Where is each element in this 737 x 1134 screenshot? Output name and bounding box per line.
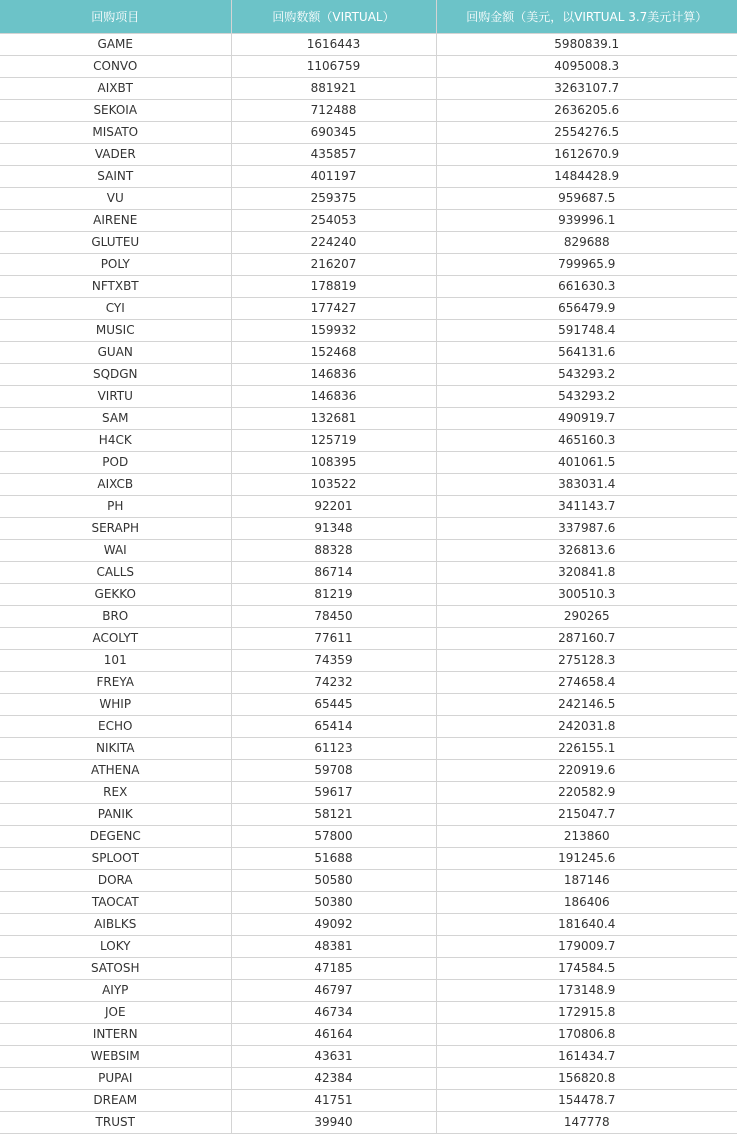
table-body (0, 34, 737, 1134)
cell-amount-virtual: 78450 (231, 606, 436, 628)
cell-amount-virtual: 50580 (231, 870, 436, 892)
cell-project: ATHENA (0, 760, 231, 782)
cell-project: ACOLYT (0, 628, 231, 650)
table-row (0, 540, 737, 562)
cell-amount-virtual: 65414 (231, 716, 436, 738)
cell-amount-usd: 564131.6 (436, 342, 737, 364)
cell-amount-usd: 179009.7 (436, 936, 737, 958)
cell-amount-virtual: 146836 (231, 386, 436, 408)
cell-project: CALLS (0, 562, 231, 584)
cell-project: SERAPH (0, 518, 231, 540)
table-row (0, 804, 737, 826)
table-row (0, 188, 737, 210)
cell-amount-virtual: 178819 (231, 276, 436, 298)
cell-project: AIXCB (0, 474, 231, 496)
cell-amount-usd: 465160.3 (436, 430, 737, 452)
table-row (0, 364, 737, 386)
cell-amount-usd: 320841.8 (436, 562, 737, 584)
cell-amount-virtual: 46164 (231, 1024, 436, 1046)
cell-amount-virtual: 690345 (231, 122, 436, 144)
cell-amount-usd: 1484428.9 (436, 166, 737, 188)
cell-amount-virtual: 47185 (231, 958, 436, 980)
cell-project: BRO (0, 606, 231, 628)
cell-amount-usd: 161434.7 (436, 1046, 737, 1068)
table-row (0, 342, 737, 364)
table-row (0, 100, 737, 122)
table-row (0, 1024, 737, 1046)
cell-amount-usd: 656479.9 (436, 298, 737, 320)
cell-amount-virtual: 712488 (231, 100, 436, 122)
cell-amount-virtual: 59617 (231, 782, 436, 804)
table-row (0, 408, 737, 430)
cell-project: VU (0, 188, 231, 210)
table-row (0, 166, 737, 188)
cell-project: GUAN (0, 342, 231, 364)
table-row (0, 496, 737, 518)
cell-amount-virtual: 108395 (231, 452, 436, 474)
cell-amount-virtual: 46734 (231, 1002, 436, 1024)
table-row (0, 1068, 737, 1090)
cell-amount-virtual: 132681 (231, 408, 436, 430)
cell-project: REX (0, 782, 231, 804)
table-row (0, 606, 737, 628)
cell-project: NFTXBT (0, 276, 231, 298)
cell-project: PH (0, 496, 231, 518)
cell-project: PUPAI (0, 1068, 231, 1090)
cell-amount-virtual: 58121 (231, 804, 436, 826)
cell-project: WHIP (0, 694, 231, 716)
table-row (0, 298, 737, 320)
cell-amount-virtual: 216207 (231, 254, 436, 276)
cell-amount-virtual: 401197 (231, 166, 436, 188)
cell-amount-virtual: 1106759 (231, 56, 436, 78)
cell-amount-virtual: 39940 (231, 1112, 436, 1134)
cell-amount-usd: 242146.5 (436, 694, 737, 716)
cell-project: JOE (0, 1002, 231, 1024)
cell-amount-usd: 326813.6 (436, 540, 737, 562)
cell-amount-virtual: 177427 (231, 298, 436, 320)
cell-amount-usd: 187146 (436, 870, 737, 892)
cell-amount-usd: 1612670.9 (436, 144, 737, 166)
cell-project: TRUST (0, 1112, 231, 1134)
table-row (0, 914, 737, 936)
cell-amount-usd: 341143.7 (436, 496, 737, 518)
table-row (0, 760, 737, 782)
cell-amount-virtual: 159932 (231, 320, 436, 342)
cell-amount-usd: 939996.1 (436, 210, 737, 232)
table-row (0, 672, 737, 694)
cell-project: CYI (0, 298, 231, 320)
cell-amount-virtual: 57800 (231, 826, 436, 848)
header-amount-virtual: 回购数额（VIRTUAL） (231, 0, 436, 34)
table-row (0, 210, 737, 232)
table-row (0, 628, 737, 650)
header-row (0, 0, 737, 34)
table-row (0, 936, 737, 958)
cell-amount-virtual: 77611 (231, 628, 436, 650)
table-header (0, 0, 737, 34)
table-row (0, 1002, 737, 1024)
cell-amount-usd: 490919.7 (436, 408, 737, 430)
cell-amount-usd: 173148.9 (436, 980, 737, 1002)
cell-project: DEGENC (0, 826, 231, 848)
cell-amount-usd: 4095008.3 (436, 56, 737, 78)
cell-amount-usd: 543293.2 (436, 386, 737, 408)
table-row (0, 56, 737, 78)
cell-amount-usd: 191245.6 (436, 848, 737, 870)
table-row (0, 826, 737, 848)
cell-amount-virtual: 50380 (231, 892, 436, 914)
cell-amount-virtual: 74359 (231, 650, 436, 672)
cell-amount-usd: 5980839.1 (436, 34, 737, 56)
cell-amount-usd: 829688 (436, 232, 737, 254)
cell-amount-usd: 661630.3 (436, 276, 737, 298)
cell-project: CONVO (0, 56, 231, 78)
cell-amount-usd: 543293.2 (436, 364, 737, 386)
table-row (0, 474, 737, 496)
table-row (0, 782, 737, 804)
cell-project: PANIK (0, 804, 231, 826)
table-row (0, 122, 737, 144)
cell-amount-virtual: 254053 (231, 210, 436, 232)
cell-project: WAI (0, 540, 231, 562)
cell-amount-usd: 337987.6 (436, 518, 737, 540)
table-row (0, 232, 737, 254)
cell-project: DORA (0, 870, 231, 892)
cell-project: DREAM (0, 1090, 231, 1112)
cell-project: POD (0, 452, 231, 474)
cell-project: LOKY (0, 936, 231, 958)
cell-project: VIRTU (0, 386, 231, 408)
cell-amount-virtual: 259375 (231, 188, 436, 210)
cell-amount-usd: 220919.6 (436, 760, 737, 782)
table-row (0, 276, 737, 298)
cell-amount-virtual: 49092 (231, 914, 436, 936)
cell-project: AIRENE (0, 210, 231, 232)
table-row (0, 716, 737, 738)
cell-amount-virtual: 881921 (231, 78, 436, 100)
cell-amount-usd: 215047.7 (436, 804, 737, 826)
cell-project: NIKITA (0, 738, 231, 760)
cell-amount-usd: 383031.4 (436, 474, 737, 496)
cell-amount-usd: 300510.3 (436, 584, 737, 606)
cell-project: SQDGN (0, 364, 231, 386)
cell-project: SEKOIA (0, 100, 231, 122)
cell-amount-usd: 274658.4 (436, 672, 737, 694)
cell-amount-usd: 242031.8 (436, 716, 737, 738)
cell-amount-usd: 181640.4 (436, 914, 737, 936)
table-row (0, 254, 737, 276)
cell-amount-usd: 2554276.5 (436, 122, 737, 144)
cell-amount-usd: 174584.5 (436, 958, 737, 980)
table-row (0, 386, 737, 408)
cell-project: 101 (0, 650, 231, 672)
cell-amount-usd: 147778 (436, 1112, 737, 1134)
cell-amount-usd: 186406 (436, 892, 737, 914)
cell-project: MISATO (0, 122, 231, 144)
cell-amount-virtual: 65445 (231, 694, 436, 716)
header-project: 回购项目 (0, 0, 231, 34)
cell-amount-usd: 799965.9 (436, 254, 737, 276)
cell-amount-virtual: 41751 (231, 1090, 436, 1112)
table-row (0, 320, 737, 342)
cell-amount-usd: 591748.4 (436, 320, 737, 342)
table-row (0, 848, 737, 870)
table-row (0, 78, 737, 100)
cell-amount-virtual: 92201 (231, 496, 436, 518)
cell-project: AIXBT (0, 78, 231, 100)
cell-project: TAOCAT (0, 892, 231, 914)
cell-amount-virtual: 86714 (231, 562, 436, 584)
table-row (0, 1112, 737, 1134)
table-row (0, 738, 737, 760)
cell-project: POLY (0, 254, 231, 276)
cell-project: ECHO (0, 716, 231, 738)
cell-amount-usd: 287160.7 (436, 628, 737, 650)
table-row (0, 1046, 737, 1068)
cell-project: VADER (0, 144, 231, 166)
cell-amount-usd: 275128.3 (436, 650, 737, 672)
table-row (0, 34, 737, 56)
cell-amount-usd: 401061.5 (436, 452, 737, 474)
cell-amount-virtual: 42384 (231, 1068, 436, 1090)
cell-amount-usd: 213860 (436, 826, 737, 848)
cell-amount-virtual: 59708 (231, 760, 436, 782)
table-row (0, 430, 737, 452)
cell-amount-usd: 226155.1 (436, 738, 737, 760)
cell-amount-virtual: 91348 (231, 518, 436, 540)
cell-amount-usd: 154478.7 (436, 1090, 737, 1112)
cell-project: INTERN (0, 1024, 231, 1046)
cell-amount-virtual: 435857 (231, 144, 436, 166)
cell-project: MUSIC (0, 320, 231, 342)
cell-amount-usd: 2636205.6 (436, 100, 737, 122)
cell-amount-usd: 3263107.7 (436, 78, 737, 100)
cell-amount-virtual: 61123 (231, 738, 436, 760)
header-amount-usd: 回购金额（美元，以VIRTUAL 3.7美元计算） (436, 0, 737, 34)
cell-project: FREYA (0, 672, 231, 694)
table-row (0, 980, 737, 1002)
cell-amount-usd: 290265 (436, 606, 737, 628)
cell-project: SPLOOT (0, 848, 231, 870)
cell-project: AIBLKS (0, 914, 231, 936)
table-row (0, 958, 737, 980)
cell-amount-virtual: 1616443 (231, 34, 436, 56)
cell-amount-usd: 170806.8 (436, 1024, 737, 1046)
cell-project: H4CK (0, 430, 231, 452)
cell-amount-virtual: 103522 (231, 474, 436, 496)
cell-amount-virtual: 224240 (231, 232, 436, 254)
cell-amount-virtual: 74232 (231, 672, 436, 694)
table-row (0, 584, 737, 606)
cell-amount-virtual: 88328 (231, 540, 436, 562)
cell-project: SAINT (0, 166, 231, 188)
table-row (0, 562, 737, 584)
cell-amount-usd: 220582.9 (436, 782, 737, 804)
table-row (0, 518, 737, 540)
table-row (0, 892, 737, 914)
cell-project: WEBSIM (0, 1046, 231, 1068)
cell-project: GEKKO (0, 584, 231, 606)
cell-project: GLUTEU (0, 232, 231, 254)
cell-amount-virtual: 46797 (231, 980, 436, 1002)
cell-amount-virtual: 125719 (231, 430, 436, 452)
table-row (0, 144, 737, 166)
cell-project: SATOSH (0, 958, 231, 980)
table-row (0, 1090, 737, 1112)
table-row (0, 650, 737, 672)
table-row (0, 694, 737, 716)
cell-amount-virtual: 51688 (231, 848, 436, 870)
cell-project: SAM (0, 408, 231, 430)
cell-amount-virtual: 43631 (231, 1046, 436, 1068)
cell-amount-usd: 959687.5 (436, 188, 737, 210)
table-row (0, 870, 737, 892)
cell-amount-usd: 156820.8 (436, 1068, 737, 1090)
cell-project: GAME (0, 34, 231, 56)
cell-project: AIYP (0, 980, 231, 1002)
table-row (0, 452, 737, 474)
cell-amount-virtual: 146836 (231, 364, 436, 386)
cell-amount-virtual: 81219 (231, 584, 436, 606)
cell-amount-virtual: 152468 (231, 342, 436, 364)
cell-amount-usd: 172915.8 (436, 1002, 737, 1024)
cell-amount-virtual: 48381 (231, 936, 436, 958)
